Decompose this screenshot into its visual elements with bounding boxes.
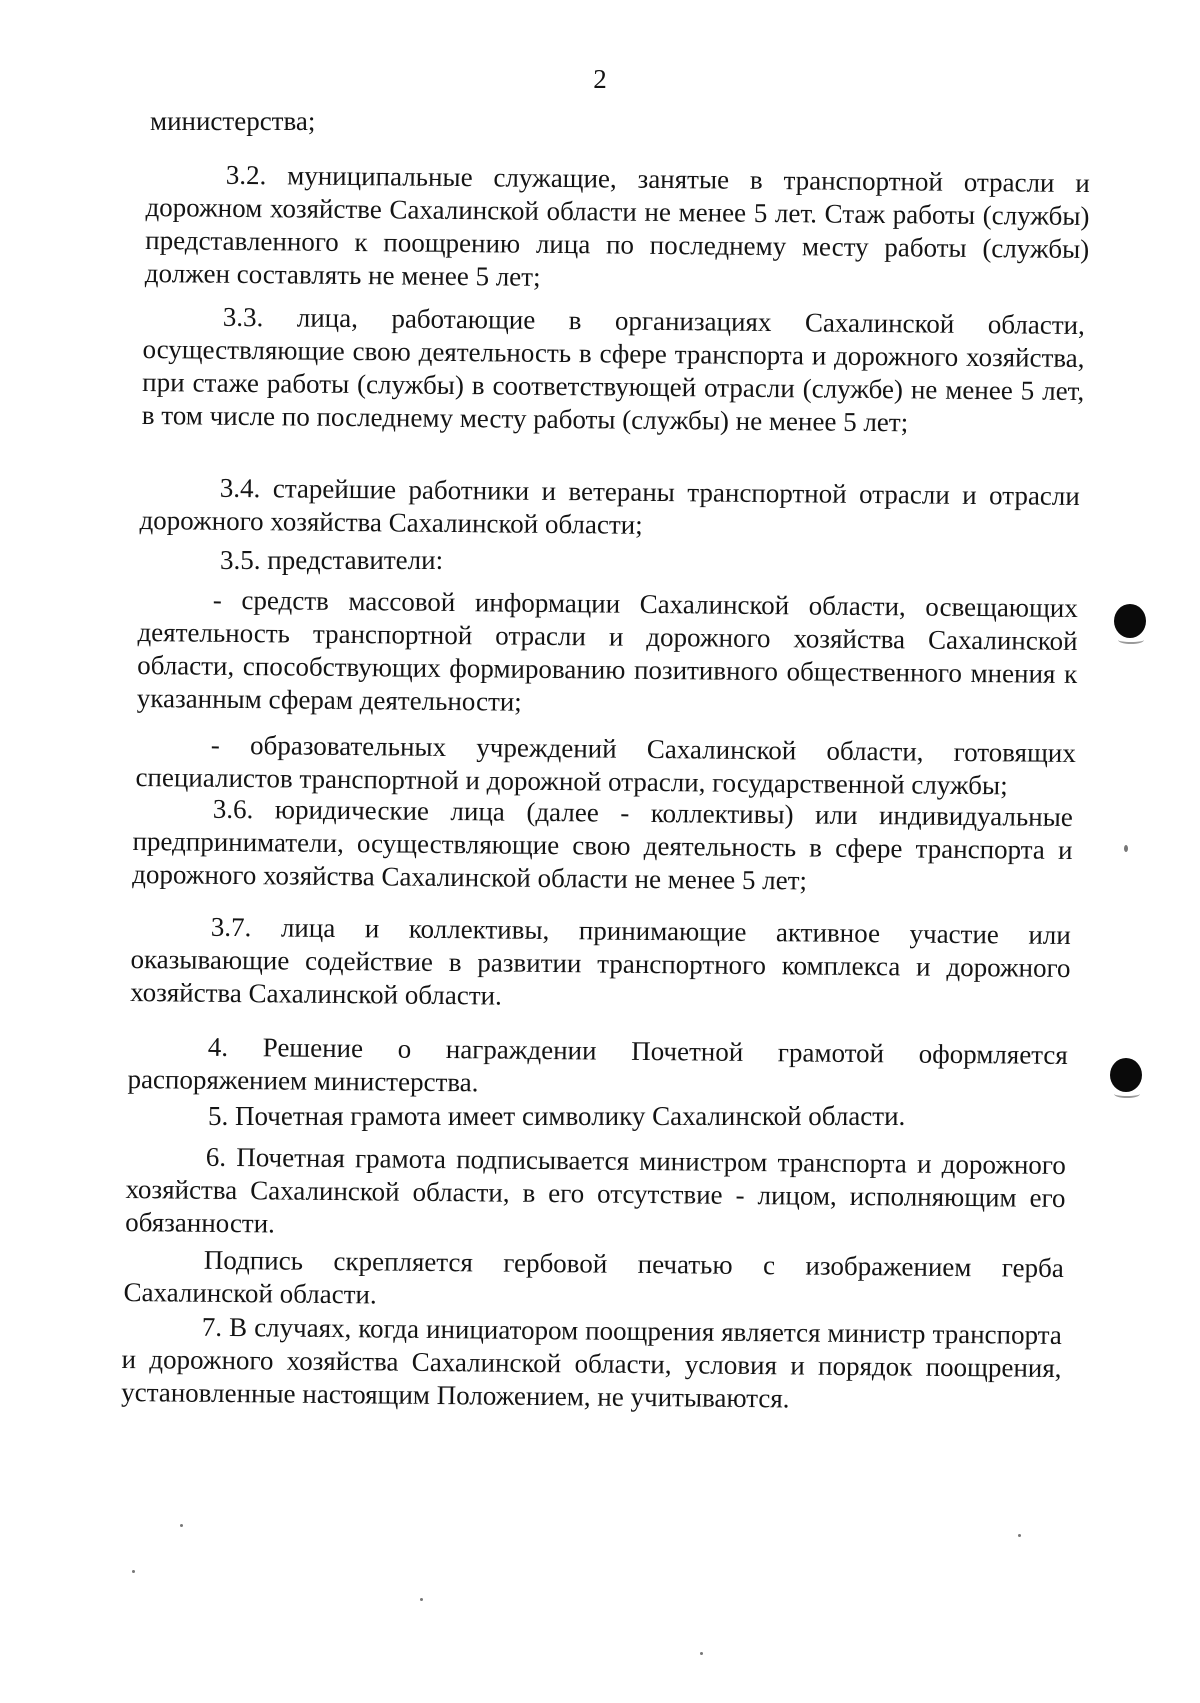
paragraph-3-6: 3.6. юридические лица (далее - коллективы) или индивидуальные предприниматели, осуществляющие свою деятельность в сфере транспорта и дорожного хозяйства Сахалинской области не менее 5 лет;	[132, 793, 1073, 896]
punch-hole-lower	[1110, 1058, 1142, 1092]
scan-speck	[700, 1652, 703, 1655]
paragraph-continuation: министерства;	[150, 106, 316, 136]
paragraph-3-4: 3.4. старейшие работники и ветераны транспортной отрасли и отрасли дорожного хозяйства Сахалинской области;	[139, 472, 1080, 540]
paragraph-5: 5. Почетная грамота имеет символику Сахалинской области.	[208, 1101, 906, 1131]
scan-speck	[132, 1570, 135, 1573]
page-number: 2	[593, 64, 607, 94]
paragraph-3-5-education: - образовательных учреждений Сахалинской области, готовящих специалистов транспортной и дорожной отрасли, государственной службы;	[135, 729, 1076, 801]
punch-hole-upper	[1114, 604, 1146, 638]
paragraph-3-5-media: - средств массовой информации Сахалинской области, освещающих деятельность транспортной отрасли и дорожного хозяйства Сахалинской области, способствующих формированию позитивного общественного мнения к указанным сферам деятельности;	[136, 584, 1078, 717]
paragraph-3-3: 3.3. лица, работающие в организациях Сахалинской области, осуществляющие свою деятельность в сфере транспорта и дорожного хозяйства, при стаже работы (службы) в соответствующей отрасли (службе) не менее 5 лет, в том числе по последнему месту работы (службы) не менее 5 лет;	[141, 301, 1085, 438]
scan-speck	[1124, 845, 1128, 852]
paragraph-6: 6. Почетная грамота подписывается министром транспорта и дорожного хозяйства Сахалинской области, в его отсутствие - лицом, исполняющим его обязанности.	[125, 1141, 1066, 1239]
paragraph-3-7: 3.7. лица и коллективы, принимающие активное участие или оказывающие содействие в развитии транспортного комплекса и дорожного хозяйства Сахалинской области.	[130, 911, 1071, 1011]
scan-speck	[1018, 1534, 1021, 1537]
paragraph-7: 7. В случаях, когда инициатором поощрения является министр транспорта и дорожного хозяйства Сахалинской области, условия и порядок поощрения, установленные настоящим Положением, не учитываются.	[121, 1311, 1062, 1414]
paragraph-signature: Подпись скрепляется гербовой печатью с изображением герба Сахалинской области.	[123, 1244, 1064, 1310]
paragraph-3-2: 3.2. муниципальные служащие, занятые в транспортной отрасли и дорожном хозяйстве Сахалинской области не менее 5 лет. Стаж работы (службы) представленного к поощрению лица по последнему месту работы (службы) должен составлять не менее 5 лет;	[144, 159, 1090, 292]
paragraph-3-5: 3.5. представители:	[220, 545, 444, 575]
paragraph-4: 4. Решение о награждении Почетной грамотой оформляется распоряжением министерства.	[127, 1031, 1068, 1098]
scan-speck	[180, 1524, 183, 1527]
scan-speck	[420, 1598, 423, 1601]
